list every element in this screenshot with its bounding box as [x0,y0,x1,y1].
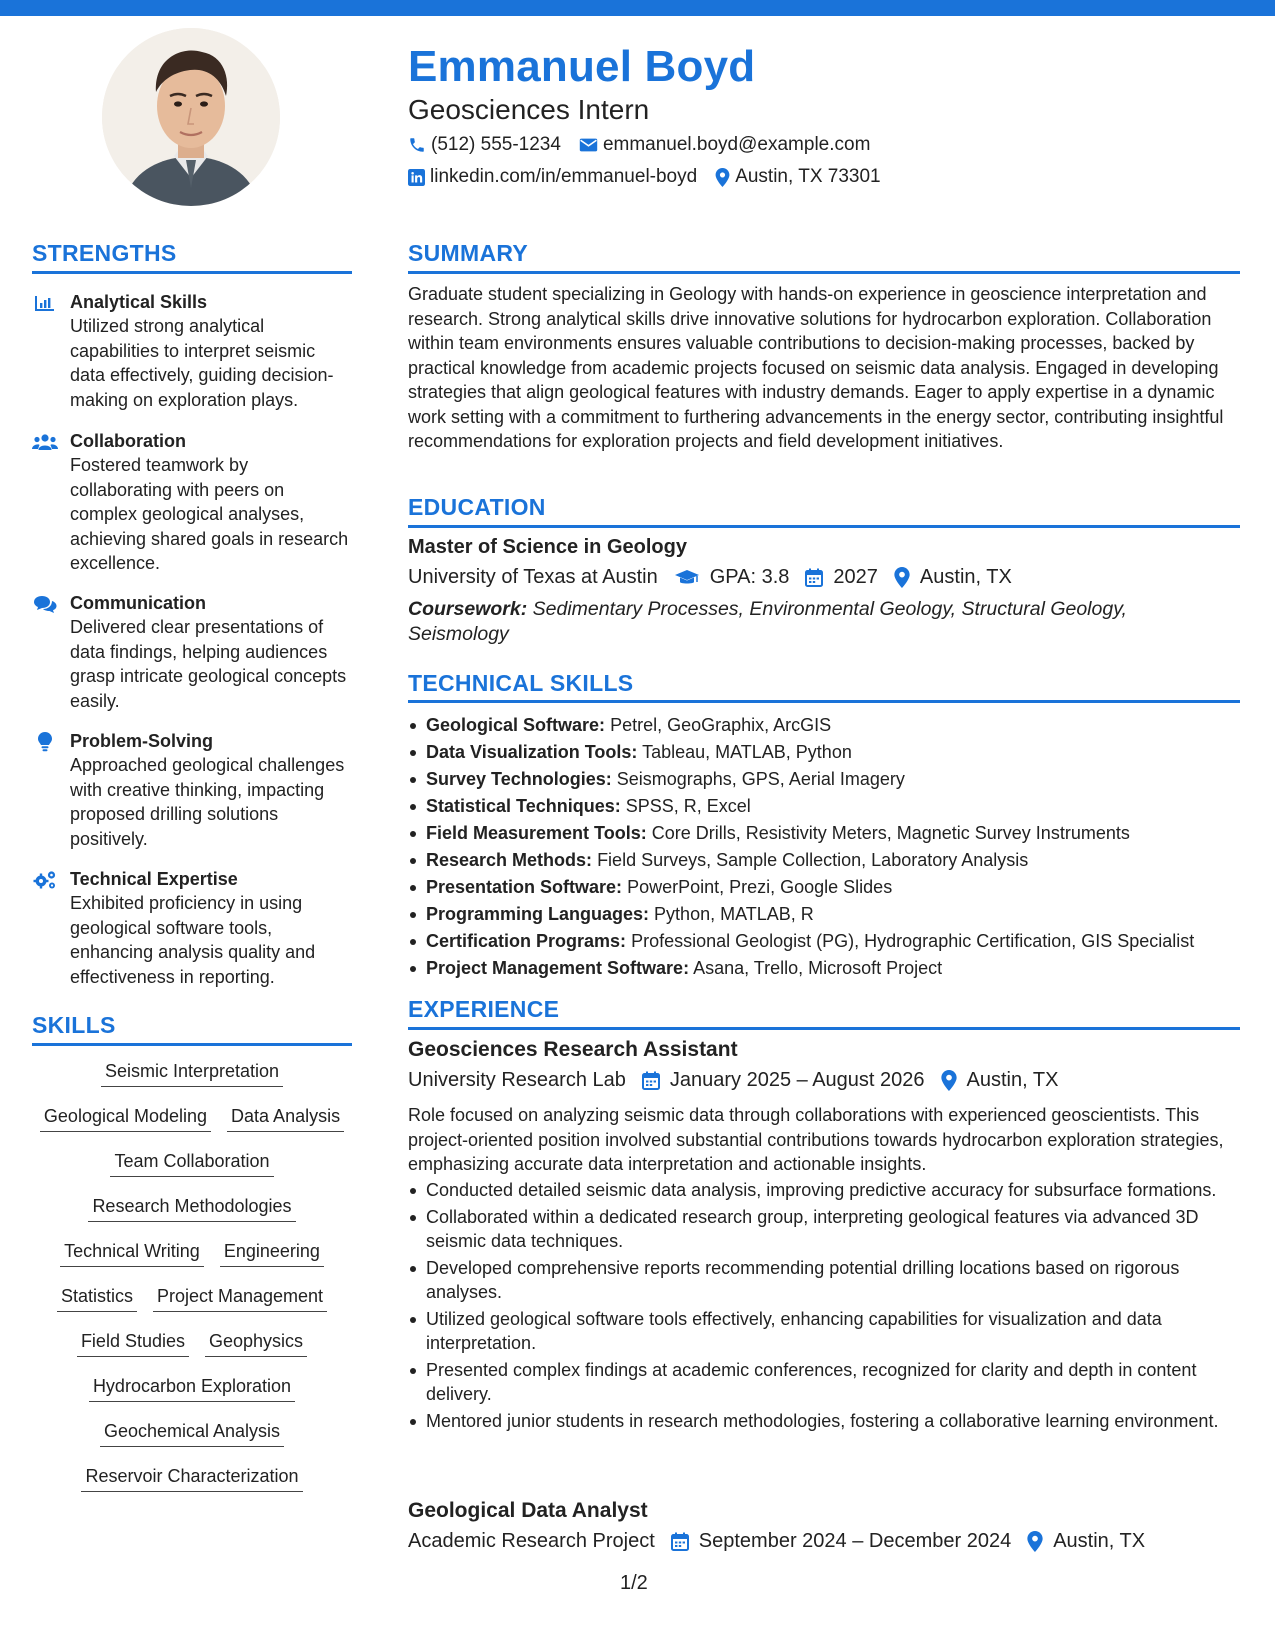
job-meta [408,1530,1161,1553]
contact-email[interactable] [579,134,870,156]
tech-label: Programming Languages: [426,904,650,924]
contact-location [715,166,880,188]
tech-value: PowerPoint, Prezi, Google Slides [627,877,893,897]
skill-chip: Technical Writing [60,1240,204,1267]
skill-row [32,1420,352,1465]
gears-icon [32,869,58,891]
lightbulb-icon [32,731,58,753]
strength-title: Technical Expertise [70,869,238,889]
technical-skills-heading: TECHNICAL SKILLS [408,670,634,696]
skill-chip: Geological Modeling [40,1105,211,1132]
summary-rule [408,271,1240,274]
job-org: Academic Research Project [408,1530,655,1552]
strengths-heading: STRENGTHS [32,240,177,266]
strength-desc: Approached geological challenges with creative thinking, impacting proposed drilling solutions positively. [70,755,345,849]
tech-label: Project Management Software: [426,958,690,978]
list-item [408,739,1248,766]
tech-label: Research Methods: [426,850,593,870]
calendar-icon [642,1071,660,1090]
users-icon [32,431,58,453]
gpa-block [674,566,790,589]
email-text: emmanuel.boyd@example.com [602,134,871,155]
tech-value: Field Surveys, Sample Collection, Laboratory Analysis [597,850,1029,870]
list-item [408,928,1248,955]
skill-row [32,1150,352,1195]
tech-label: Statistical Techniques: [426,796,621,816]
skills-rule [32,1043,352,1046]
strength-title: Collaboration [70,431,186,451]
phone-text: (512) 555-1234 [431,134,561,155]
tech-value: Seismographs, GPS, Aerial Imagery [616,769,905,789]
skill-chip: Geophysics [205,1330,307,1357]
list-item [408,901,1248,928]
strength-desc: Delivered clear presentations of data findings, helping audiences grasp intricate geological concepts easily. [70,617,347,711]
job-description: Role focused on analyzing seismic data through collaborations with experienced geoscientists. This project-oriented position involved substantial contributions towards hydrocarbon exploration strategies, emphasizing accurate data interpretation and actionable insights. [408,1105,1224,1174]
list-item: Utilized geological software tools effectively, enhancing capabilities for visualization and data interpretation. [408,1307,1248,1356]
phone-icon [408,136,426,154]
calendar-icon [805,568,823,587]
contact-row-2 [408,166,899,188]
candidate-name: Emmanuel Boyd [408,42,756,91]
top-accent-bar [0,0,1275,16]
skill-row [32,1285,352,1330]
summary-heading: SUMMARY [408,240,529,266]
job-dates-block [671,1530,1011,1553]
skill-row [32,1330,352,1375]
list-item: Conducted detailed seismic data analysis, improving predictive accuracy for subsurface formations. [408,1178,1248,1203]
linkedin-icon [408,169,425,186]
contact-row-1 [408,134,888,156]
strength-item [32,729,352,851]
chat-icon [32,593,58,615]
strength-item [32,290,352,412]
job-title: Geological Data Analyst [408,1499,648,1522]
education-heading: EDUCATION [408,494,546,520]
education-meta [408,566,1028,589]
tech-label: Presentation Software: [426,877,623,897]
skill-row [32,1240,352,1285]
edu-location-block [894,566,1012,589]
strength-item [32,429,352,576]
tech-label: Certification Programs: [426,931,627,951]
strengths-rule [32,271,352,274]
skill-row [32,1105,352,1150]
education-rule [408,525,1240,528]
job-dates: September 2024 – December 2024 [698,1530,1012,1552]
list-item: Mentored junior students in research methodologies, fostering a collaborative learning environment. [408,1409,1248,1434]
tech-value: SPSS, R, Excel [625,796,751,816]
list-item [408,874,1248,901]
tech-value: Professional Geologist (PG), Hydrographic Certification, GIS Specialist [631,931,1195,951]
candidate-role: Geosciences Intern [408,94,650,125]
avatar [102,28,280,206]
coursework-label: Coursework: [408,598,528,620]
strength-desc: Fostered teamwork by collaborating with peers on complex geological analyses, achieving shared goals in research excellence. [70,455,349,573]
bar-chart-icon [32,292,58,314]
skill-row [32,1375,352,1420]
technical-skills-list [408,712,1248,982]
tech-value: Petrel, GeoGraphix, ArcGIS [610,715,832,735]
page-number: 1/2 [620,1572,648,1594]
linkedin-text: linkedin.com/in/emmanuel-boyd [430,166,698,187]
skill-row [32,1195,352,1240]
tech-label: Geological Software: [426,715,606,735]
tech-label: Data Visualization Tools: [426,742,638,762]
strength-item [32,867,352,989]
job-org: University Research Lab [408,1069,626,1091]
school-name: University of Texas at Austin [408,566,658,588]
skills-heading: SKILLS [32,1012,116,1038]
location-text: Austin, TX 73301 [735,166,881,187]
strength-title: Communication [70,593,207,613]
list-item [408,955,1248,982]
year-block [805,566,878,589]
skill-chip: Statistics [57,1285,137,1312]
skills-cloud [32,1060,352,1510]
tech-value: Python, MATLAB, R [654,904,814,924]
map-pin-icon [941,1070,957,1091]
list-item: Collaborated within a dedicated research group, interpreting geological features via advanced 3D seismic data techniques. [408,1205,1248,1254]
calendar-icon [671,1532,689,1551]
job-meta [408,1069,1074,1092]
map-pin-icon [715,168,730,187]
skill-row [32,1060,352,1105]
edu-location-text: Austin, TX [919,566,1012,588]
list-item [408,820,1248,847]
tech-value: Tableau, MATLAB, Python [642,742,852,762]
strength-desc: Exhibited proficiency in using geological software tools, enhancing analysis quality and effectiveness in reporting. [70,893,316,987]
strength-item [32,591,352,713]
map-pin-icon [894,567,910,588]
strength-title: Problem-Solving [70,731,214,751]
skill-chip: Project Management [153,1285,327,1312]
technical-skills-rule [408,700,1240,703]
graduation-cap-icon [674,569,700,587]
tech-label: Field Measurement Tools: [426,823,647,843]
job-location-block [941,1069,1059,1092]
list-item: Developed comprehensive reports recommending potential drilling locations based on rigorous analyses. [408,1256,1248,1305]
skill-row [32,1465,352,1510]
contact-linkedin[interactable] [408,166,697,188]
skill-chip: Hydrocarbon Exploration [89,1375,295,1402]
list-item [408,847,1248,874]
skill-chip: Data Analysis [227,1105,344,1132]
contact-phone[interactable] [408,134,561,156]
experience-rule [408,1027,1240,1030]
job-location: Austin, TX [966,1069,1059,1091]
list-item [408,712,1248,739]
summary-text: Graduate student specializing in Geology with hands-on experience in geoscience interpretation and research. Strong analytical skills drive innovative solutions for hydrocarbon exploration. Collaboration within team environments ensures valuable contributions to decision-making processes, backed by practical knowledge from academic projects focused on seismic data analysis. Engaged in developing strategies that align geological features with industry demands. Eager to apply expertise in a dynamic work setting with a commitment to furthering advancements in the energy sector, contributing insightful recommendations for exploration projects and field development initiatives. [408,284,1224,451]
gpa-text: GPA: 3.8 [709,566,790,588]
skill-chip: Seismic Interpretation [101,1060,283,1087]
skill-chip: Engineering [220,1240,324,1267]
skill-chip: Research Methodologies [88,1195,295,1222]
year-text: 2027 [833,566,878,588]
job-dates: January 2025 – August 2026 [669,1069,925,1091]
tech-label: Survey Technologies: [426,769,612,789]
job-location: Austin, TX [1053,1530,1146,1552]
skill-chip: Field Studies [77,1330,189,1357]
strength-desc: Utilized strong analytical capabilities to interpret seismic data effectively, guiding decision-making on exploration plays. [70,316,334,410]
tech-value: Asana, Trello, Microsoft Project [693,958,943,978]
coursework-list: Sedimentary Processes, Environmental Geology, Structural Geology, Seismology [408,598,1127,645]
job-bullets [408,1178,1248,1435]
skill-chip: Geochemical Analysis [100,1420,284,1447]
coursework [408,597,1188,646]
map-pin-icon [1027,1531,1043,1552]
skill-chip: Reservoir Characterization [81,1465,302,1492]
skill-chip: Team Collaboration [110,1150,273,1177]
experience-heading: EXPERIENCE [408,996,560,1022]
list-item: Presented complex findings at academic conferences, recognized for clarity and depth in content delivery. [408,1358,1248,1407]
job-dates-block [642,1069,925,1092]
tech-value: Core Drills, Resistivity Meters, Magnetic Survey Instruments [651,823,1130,843]
degree-title: Master of Science in Geology [408,536,687,558]
list-item [408,766,1248,793]
envelope-icon [579,137,598,153]
job-location-block [1027,1530,1145,1553]
strength-title: Analytical Skills [70,292,208,312]
job-title: Geosciences Research Assistant [408,1038,738,1061]
list-item [408,793,1248,820]
